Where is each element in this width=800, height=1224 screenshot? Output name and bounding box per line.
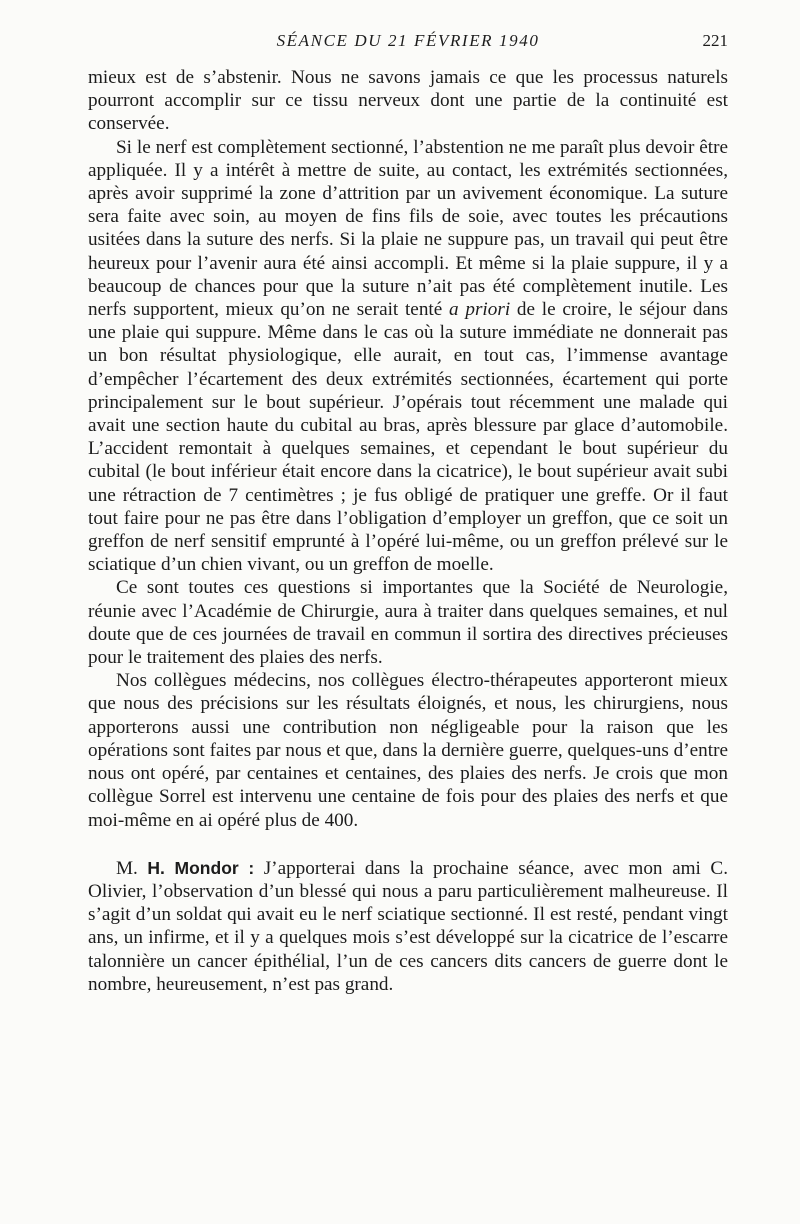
paragraph-4-text: Nos collègues médecins, nos collègues électro-thérapeutes apporteront mieux que nous des précisions sur les résultats éloignés, et nous, les chirurgiens, nous apporterons aussi une contribution non négligeable pour la raison que les opérations sont faites par nous et que, dans la dernière guerre, quelques-uns d’entre nous ont opéré, par centaines et centaines, des plaies des nerfs. Je crois que mon collègue Sorrel est intervenu une centaine de fois pour des plaies des nerfs et que moi-même en ai opéré plus de 400. [88,670,728,831]
running-header [88,28,728,54]
paragraph-1 [88,66,728,136]
page-number: 221 [702,31,728,50]
speaker-name: H. Mondor : [147,857,255,878]
paragraph-3 [88,576,728,669]
paragraph-4 [88,669,728,831]
paragraph-5-text: J’apporterai dans la prochaine séance, avec mon ami C. Olivier, l’observation d’un blessé qui nous a paru particulièrement malheureuse. Il s’agit d’un soldat qui avait eu le nerf sciatique sectionné. Il est resté, pendant vingt ans, un infirme, et il y a quelques mois s’est développé sur la cicatrice de l’escarre talonnière un cancer épithélial, l’un de ces cancers dits cancers de guerre dont le nombre, heureusement, n’est pas grand. [88,857,729,995]
paragraph-1-text: mieux est de s’abstenir. Nous ne savons jamais ce que les processus naturels pourront accomplir sur ce tissu nerveux dont une partie de la continuité est conservée. [88,67,728,135]
paragraph-5 [88,857,728,996]
latin-phrase: a priori [449,299,511,321]
body-text [88,66,728,996]
speaker-prefix: M. [116,857,148,879]
paragraph-3-text: Ce sont toutes ces questions si importantes que la Société de Neurologie, réunie avec l’Académie de Chirurgie, aura à traiter dans quelques semaines, et nul doute que de ces journées de travail en commun il sortira des directives précieuses pour le traitement des plaies des nerfs. [88,577,728,669]
running-title: SÉANCE DU 21 FÉVRIER 1940 [276,31,540,50]
paragraph-2 [88,136,728,577]
paragraph-2-text: Si le nerf est complètement sectionné, l’abstention ne me paraît plus devoir être appliquée. Il y a intérêt à mettre de suite, au contact, les extrémités sectionnées, après avoir supprimé la zone d’attrition par un avivement économique. La suture sera faite avec soin, au moyen de fins fils de soie, avec toutes les précautions usitées dans la suture des nerfs. Si la plaie ne suppure pas, un travail qui peut être heureux pour l’avenir aura été ainsi accompli. Et même si la plaie suppure, il y a beaucoup de chances pour que la suture n’ait pas été complètement inutile. Les nerfs supportent, mieux qu’on ne serait tenté [88,136,728,321]
paragraph-2-text-continued: de le croire, le séjour dans une plaie qui suppure. Même dans le cas où la suture immédiate ne donnerait pas un bon résultat physiologique, elle aurait, en tout cas, l’immense avantage d’empêcher l’écartement des deux extrémités sectionnées, écartement qui porte principalement sur le bout supérieur. J’opérais tout récemment une malade qui avait une section haute du cubital au bras, après blessure par glace d’automobile. L’accident remontait à quelques semaines, et cependant le bout supérieur du cubital (le bout inférieur était encore dans la cicatrice), le bout supérieur avait subi une rétraction de 7 centimètres ; je fus obligé de pratiquer une greffe. Or il faut tout faire pour ne pas être dans l’obligation d’employer un greffon, que ce soit un greffon de nerf sensitif emprunté à l’opéré lui-même, ou un greffon prélevé sur le sciatique d’un chien vivant, ou un greffon de moelle. [88,299,729,576]
